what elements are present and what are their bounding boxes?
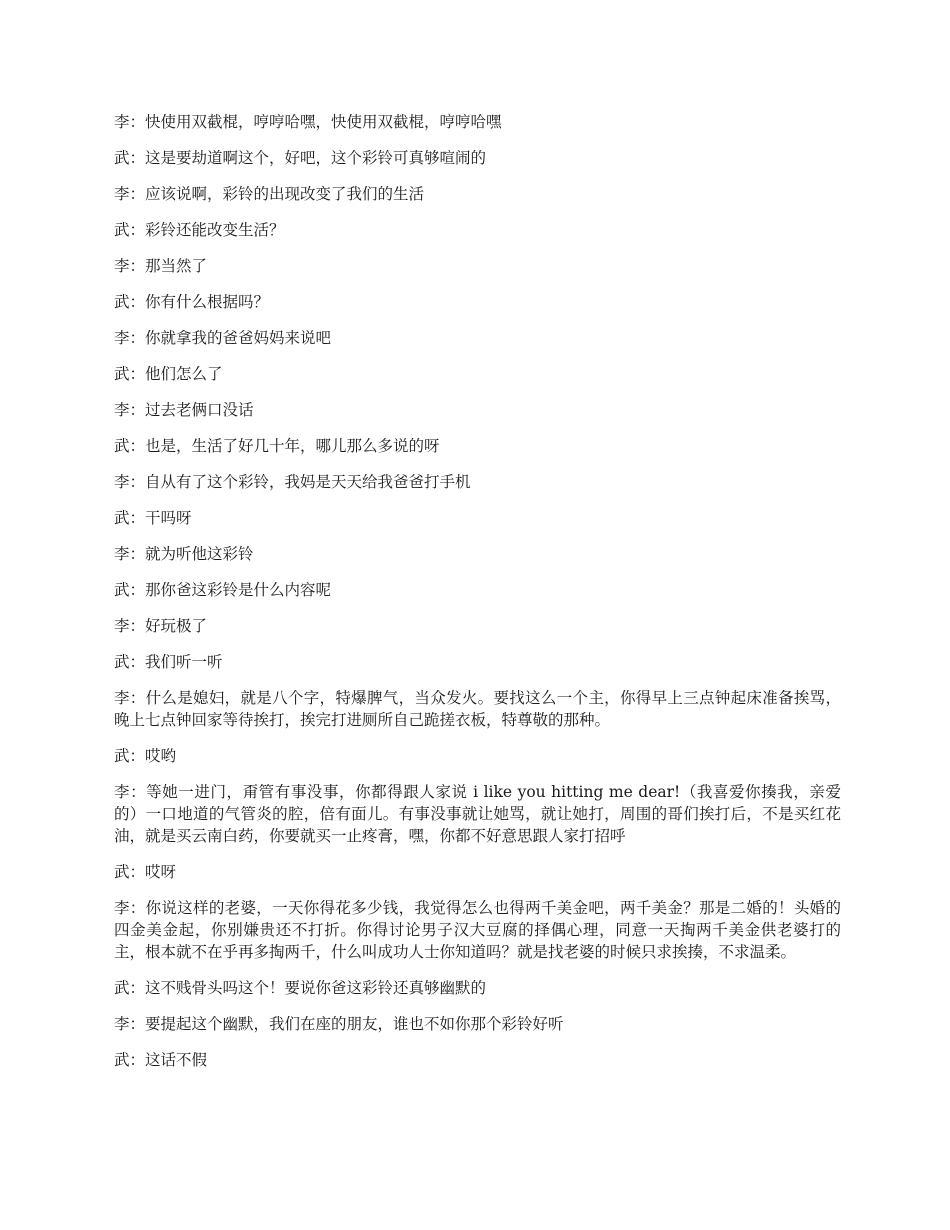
dialogue-line-6: 武：你有什么根据吗？ <box>114 293 270 311</box>
document-body <box>114 111 841 1085</box>
dialogue-line-12: 武：干吗呀 <box>114 509 192 527</box>
dialogue-line-9: 李：过去老俩口没话 <box>114 401 254 419</box>
dialogue-line-5: 李：那当然了 <box>114 257 208 275</box>
dialogue-line-2: 武：这是要劫道啊这个，好吧，这个彩铃可真够喧闹的 <box>114 149 487 167</box>
dialogue-line-24: 武：这话不假 <box>114 1051 208 1069</box>
dialogue-line-8: 武：他们怎么了 <box>114 365 223 383</box>
dialogue-line-14: 武：那你爸这彩铃是什么内容呢 <box>114 581 332 599</box>
dialogue-line-15: 李：好玩极了 <box>114 617 208 635</box>
dialogue-line-19: 李：等她一进门，甭管有事没事，你都得跟人家说 i like you hitting me dear!（我喜爱你揍我，亲爱的）一口地道的气管炎的腔，倍有面儿。有事没事就让她骂，就让她打，周围的哥们挨打后，不是买红花油，就是买云南白药，你要就买一止疼膏，嘿，你都不好意思跟人家打招呼 <box>114 783 841 845</box>
dialogue-line-20: 武：哎呀 <box>114 863 177 881</box>
dialogue-line-16: 武：我们听一听 <box>114 653 223 671</box>
dialogue-line-18: 武：哎哟 <box>114 747 177 765</box>
dialogue-line-4: 武：彩铃还能改变生活？ <box>114 221 285 239</box>
dialogue-line-3: 李：应该说啊，彩铃的出现改变了我们的生活 <box>114 185 425 203</box>
dialogue-line-1: 李：快使用双截棍，哼哼哈嘿，快使用双截棍，哼哼哈嘿 <box>114 113 502 131</box>
dialogue-line-11: 李：自从有了这个彩铃，我妈是天天给我爸爸打手机 <box>114 473 471 491</box>
dialogue-line-10: 武：也是，生活了好几十年，哪儿那么多说的呀 <box>114 437 440 455</box>
dialogue-line-13: 李：就为听他这彩铃 <box>114 545 254 563</box>
dialogue-line-23: 李：要提起这个幽默，我们在座的朋友，谁也不如你那个彩铃好听 <box>114 1015 564 1033</box>
dialogue-line-21: 李：你说这样的老婆，一天你得花多少钱，我觉得怎么也得两千美金吧，两千美金？那是二婚的！头婚的四金美金起，你别嫌贵还不打折。你得讨论男子汉大豆腐的择偶心理，同意一天掏两千美金供老婆打的主，根本就不在乎再多掏两千，什么叫成功人士你知道吗？就是找老婆的时候只求挨揍，不求温柔。 <box>114 899 841 961</box>
dialogue-line-17: 李：什么是媳妇，就是八个字，特爆脾气，当众发火。要找这么一个主，你得早上三点钟起床准备挨骂，晚上七点钟回家等待挨打，挨完打进厕所自己跪搓衣板，特尊敬的那种。 <box>114 689 841 729</box>
dialogue-line-7: 李：你就拿我的爸爸妈妈来说吧 <box>114 329 332 347</box>
dialogue-line-22: 武：这不贱骨头吗这个！要说你爸这彩铃还真够幽默的 <box>114 979 487 997</box>
